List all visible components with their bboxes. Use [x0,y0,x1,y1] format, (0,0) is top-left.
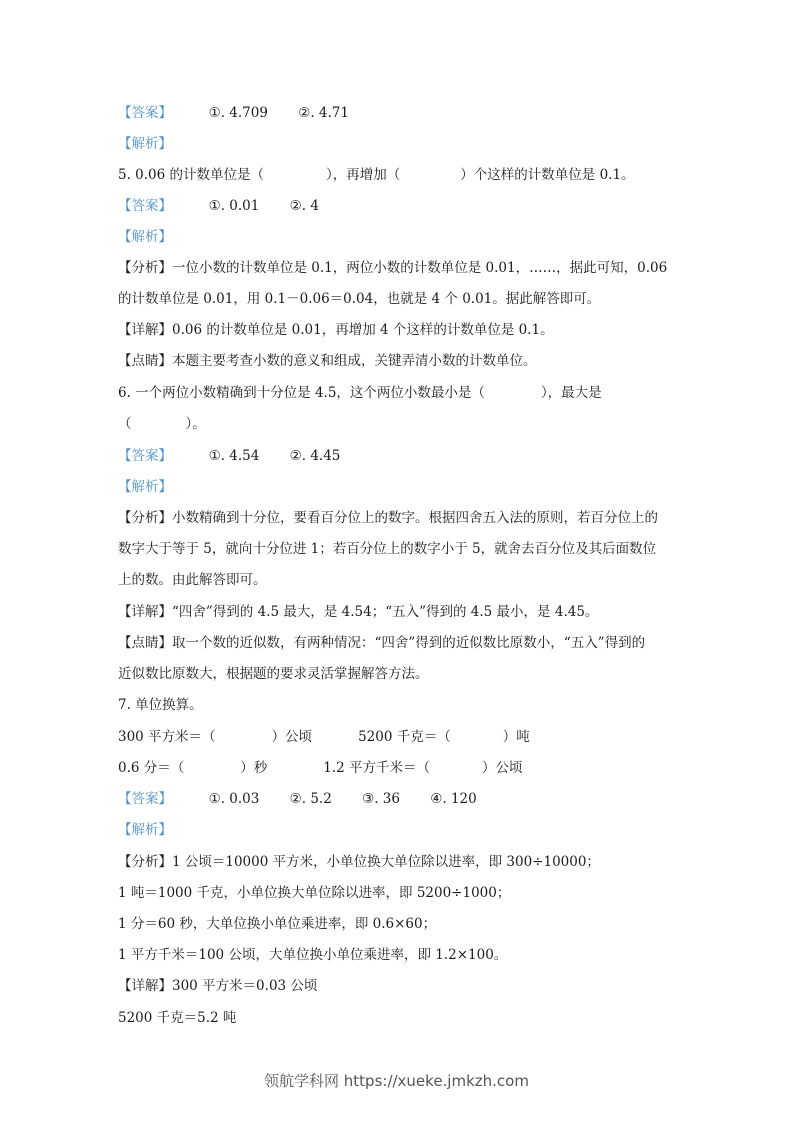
analysis-text: 1 公顷＝10000 平方米，小单位换大单位除以进率，即 300÷10000； [172,854,600,870]
q6-stem-part-a: 6. 一个两位小数精确到十分位是 4.5，这个两位小数最小是（ [118,385,485,401]
q7-answer-row [118,790,503,808]
answer-item: ②. 5.2 [289,791,332,807]
detail-text: “四舍”得到的 4.5 最大，是 4.54；“五入”得到的 4.5 最小，是 4.45。 [172,604,599,620]
analysis-text: 的计数单位是 0.01，用 0.1－0.06＝0.04，也就是 4 个 0.01。据此解答即可。 [118,291,601,307]
answer-item: ①. 0.01 [208,198,260,214]
detail-text: 0.06 的计数单位是 0.01，再增加 4 个这样的计数单位是 0.1。 [172,322,554,338]
detail-label: 【详解】 [118,604,172,620]
q7-analysis-line [118,946,507,964]
q7-analysis-line [118,915,436,933]
answer-item: ①. 4.54 [208,448,260,464]
comment-text: 本题主要考查小数的意义和组成，关键弄清小数的计数单位。 [172,353,537,369]
q7-stem-text: 7. 单位换算。 [118,697,203,713]
q4-analysis-header [118,135,172,153]
analysis-header-label: 【解析】 [118,822,172,838]
q6-stem [118,384,602,402]
q5-detail [118,321,554,339]
analysis-label: 【分析】 [118,260,172,276]
q6-stem-part-b: ），最大是 [540,385,602,401]
analysis-text: 1 平方千米＝100 公顷，大单位换小单位乘进率，即 1.2×100。 [118,947,508,963]
analysis-text: 数字大于等于 5，就向十分位进 1；若百分位上的数字小于 5，就舍去百分位及其后面数位 [118,541,657,557]
q7-row-1 [118,728,530,746]
q5-stem [118,166,635,184]
q7-row-2 [118,759,523,777]
q5-analysis-line [118,290,600,308]
q7-detail [118,977,317,995]
q6-detail [118,603,598,621]
footer-watermark: 领航学科网 https://xueke.jmkzh.com [264,1072,529,1090]
detail-label: 【详解】 [118,978,172,994]
comment-text: 近似数比原数大，根据题的要求灵活掌握解答方法。 [118,666,429,682]
answer-item: ②. 4 [289,198,319,214]
answer-item: ①. 0.03 [208,791,260,807]
conversion-left: 300 平方米＝（ [118,729,216,745]
conversion-unit: ）公顷 [482,760,523,776]
analysis-label: 【分析】 [118,510,172,526]
q7-analysis-line [118,884,510,902]
q5-analysis-header [118,228,172,246]
q6-analysis-line [118,509,658,527]
q6-comment [118,634,645,652]
analysis-header-label: 【解析】 [118,229,172,245]
analysis-text: 1 分＝60 秒，大单位换小单位乘进率，即 0.6×60； [118,916,437,932]
q5-comment [118,352,537,370]
detail-text: 300 平方米＝0.03 公顷 [172,978,318,994]
answer-item: ④. 120 [430,791,477,807]
q4-answer-row [118,104,375,122]
answer-label: 【答案】 [118,105,172,121]
q6-comment-continued [118,665,429,683]
detail-label: 【详解】 [118,322,172,338]
conversion-left: 5200 千克＝（ [358,729,451,745]
q5-answer-row [118,197,345,215]
comment-label: 【点睛】 [118,353,172,369]
answer-label: 【答案】 [118,448,172,464]
q7-analysis-line [118,853,600,871]
answer-item: ②. 4.45 [289,448,341,464]
analysis-text: 上的数。由此解答即可。 [118,572,267,588]
detail-text: 5200 千克＝5.2 吨 [118,1010,237,1026]
q6-answer-row [118,447,366,465]
analysis-text: 小数精确到十分位，要看百分位上的数字。根据四舍五入法的原则，若百分位上的 [172,510,658,526]
analysis-header-label: 【解析】 [118,136,172,152]
q7-detail-continued [118,1009,236,1027]
answer-item: ①. 4.709 [208,105,268,121]
comment-label: 【点睛】 [118,635,172,651]
analysis-label: 【分析】 [118,854,172,870]
conversion-unit: ）吨 [502,729,530,745]
q7-analysis-header [118,821,172,839]
conversion-unit: ）秒 [240,760,268,776]
q6-stem-close: ）。 [185,416,206,432]
conversion-left: 1.2 平方千米＝（ [323,760,431,776]
q6-stem-open: （ [118,416,132,432]
analysis-text: 一位小数的计数单位是 0.1，两位小数的计数单位是 0.01，……，据此可知，0.06 [172,260,668,276]
conversion-left: 0.6 分＝（ [118,760,185,776]
q6-stem-continued [118,415,206,433]
q5-analysis-line [118,259,667,277]
answer-item: ②. 4.71 [298,105,349,121]
q6-analysis-line [118,571,267,589]
q6-analysis-line [118,540,656,558]
q7-stem [118,696,203,714]
answer-label: 【答案】 [118,791,172,807]
q5-stem-part-b: ），再增加（ [326,167,401,183]
analysis-header-label: 【解析】 [118,479,172,495]
q5-stem-part-c: ）个这样的计数单位是 0.1。 [460,167,635,183]
answer-item: ③. 36 [362,791,400,807]
analysis-text: 1 吨＝1000 千克，小单位换大单位除以进率，即 5200÷1000； [118,885,511,901]
comment-text: 取一个数的近似数，有两种情况：“四舍”得到的近似数比原数小，“五入”得到的 [172,635,646,651]
q6-analysis-header [118,478,172,496]
q5-stem-part-a: 5. 0.06 的计数单位是（ [118,167,265,183]
answer-label: 【答案】 [118,198,172,214]
conversion-unit: ）公顷 [271,729,313,745]
